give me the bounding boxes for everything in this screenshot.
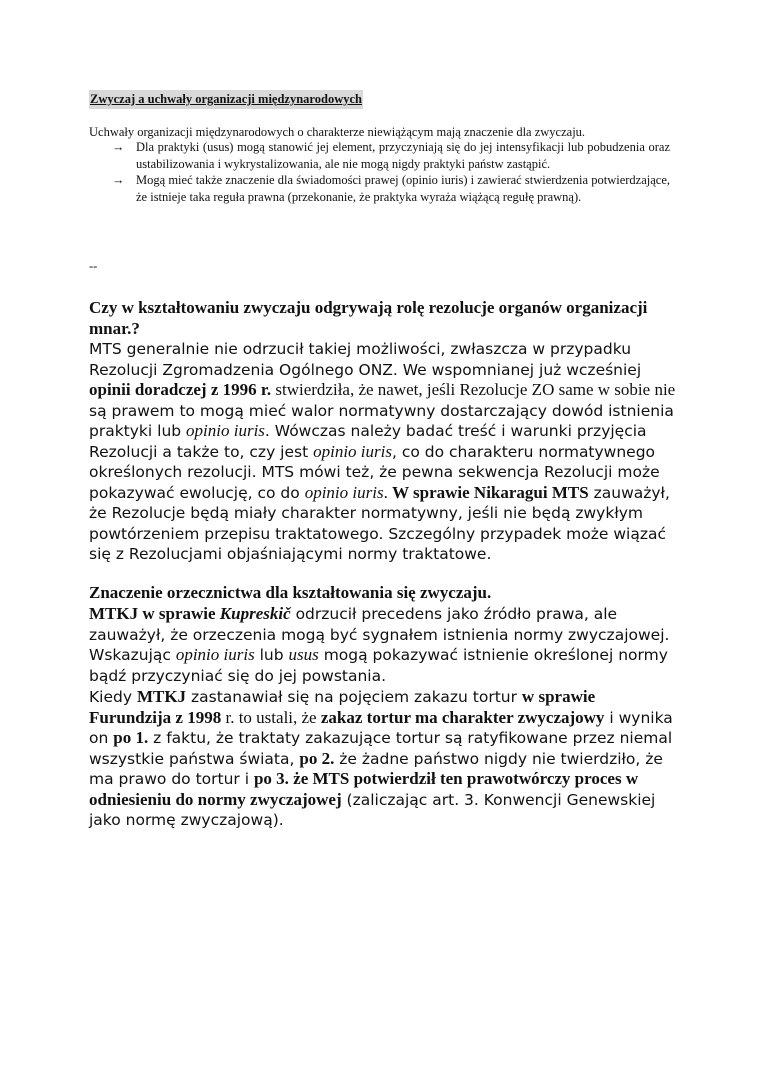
text-run: mogą pokazywać istnienie określonej normy bądź przyczyniać się do jej powstania. bbox=[89, 646, 668, 685]
text-run: odrzucił precedens jako źródło prawa, ale zauważył, że orzeczenia mogą być sygnałem istnienia normy zwyczajowej. Wskazując bbox=[89, 605, 670, 664]
separator: -- bbox=[89, 259, 98, 273]
text-run-italic: usus bbox=[288, 645, 319, 664]
text-run: lub bbox=[254, 646, 289, 664]
text-run-italic: opinio iuris bbox=[304, 482, 384, 502]
text-run-bold-italic: Kupreskič bbox=[219, 604, 291, 623]
text-run-bold: zakaz tortur ma charakter zwyczajowy bbox=[320, 707, 605, 727]
furundzija-paragraph bbox=[89, 687, 679, 831]
text-run: stwierdziła, że nawet, jeśli Rezolucje ZO same w sobie nie bbox=[271, 380, 676, 399]
text-run: że żadne państwo nigdy nie twierdziło, że ma prawo do tortur i bbox=[89, 749, 663, 788]
resolutions-paragraph bbox=[89, 339, 679, 565]
text-run: Kiedy bbox=[89, 688, 137, 706]
text-run: są prawem to mogą mieć walor normatywny dostarczający dowód istnienia praktyki lub bbox=[89, 401, 674, 440]
text-run-bold: W sprawie Nikaragui MTS bbox=[392, 482, 589, 502]
text-run: zauważył, że Rezolucje będą miały charakter normatywny, jeśli nie będą zwykłym powtórzeniem przepisu traktatowego. Szczególny przypadek może wiązać się z Rezolucjami objaśniającymi normy traktatowe. bbox=[89, 483, 670, 563]
text-run-italic: opinio iuris bbox=[186, 421, 265, 440]
text-run: MTS generalnie nie odrzucił takiej możliwości, zwłaszcza w przypadku Rezolucji Zgromadzenia Ogólnego ONZ. We wspomnianej już wcześniej bbox=[89, 340, 642, 379]
text-run: , co do charakteru normatywnego określonych rezolucji. MTS mówi też, że pewna sekwencja Rezolucji może pokazywać ewolucję, co do bbox=[89, 442, 660, 502]
text-run: r. to ustali, że bbox=[221, 707, 321, 727]
text-run: z faktu, że traktaty zakazujące tortur są ratyfikowane przez niemal wszystkie państwa świata, bbox=[89, 729, 673, 768]
text-run-bold: po 2. bbox=[299, 748, 335, 768]
text-run: (zaliczając art. 3. Konwencji Genewskiej jako normę zwyczajową). bbox=[89, 790, 656, 829]
text-run-bold: po 3. że MTS potwierdził ten prawotwórczy proces w odniesieniu do normy zwyczajowej bbox=[89, 769, 639, 809]
arrow-right-icon: → bbox=[112, 173, 125, 187]
list-item bbox=[112, 172, 670, 205]
text-run-bold: w sprawie Furundzija z 1998 bbox=[89, 687, 596, 727]
text-run-italic: opinio iuris bbox=[175, 645, 255, 664]
list-item-text: Mogą mieć także znaczenie dla świadomości prawej (opinio iuris) i zawierać stwierdzenia potwierdzające, że istnieje taka reguła prawna (przekonanie, że praktyka wyraża wiążącą regułę prawną). bbox=[136, 173, 670, 204]
intro-paragraph: Uchwały organizacji międzynarodowych o charakterze niewiążącym mają znaczenie dla zwyczaju. bbox=[89, 125, 586, 139]
arrow-right-icon: → bbox=[112, 140, 125, 154]
text-run-bold: opinii doradczej z 1996 r. bbox=[89, 380, 272, 399]
question-heading: Czy w kształtowaniu zwyczaju odgrywają rolę rezolucje organów organizacji mnar.? bbox=[89, 298, 648, 338]
text-run: . Wówczas należy badać treść i warunki przyjęcia Rezolucji a także to, czy jest bbox=[89, 422, 647, 461]
text-run: i wynika on bbox=[89, 708, 673, 747]
kupreskic-paragraph bbox=[89, 604, 679, 686]
jurisprudence-heading: Znaczenie orzecznictwa dla kształtowania się zwyczaju. bbox=[89, 583, 492, 602]
text-run-italic: opinio iuris bbox=[313, 441, 392, 461]
section-heading-custom-resolutions: Zwyczaj a uchwały organizacji międzynarodowych bbox=[89, 90, 363, 109]
text-run: zastanawiał się na pojęciem zakazu tortur bbox=[186, 688, 522, 706]
list-item bbox=[112, 139, 670, 172]
text-run: . bbox=[383, 482, 393, 502]
text-run-bold: MTKJ bbox=[136, 687, 187, 706]
text-run-bold: po 1. bbox=[113, 728, 149, 747]
text-run-bold: MTKJ w sprawie bbox=[89, 604, 220, 623]
list-item-text: Dla praktyki (usus) mogą stanowić jej element, przyczyniają się do jej intensyfikacji lub pobudzenia oraz ustabilizowania i wykrystalizowania, ale nie mogą nigdy praktyki państw zastąpić. bbox=[136, 140, 670, 171]
bullet-list bbox=[112, 139, 670, 205]
